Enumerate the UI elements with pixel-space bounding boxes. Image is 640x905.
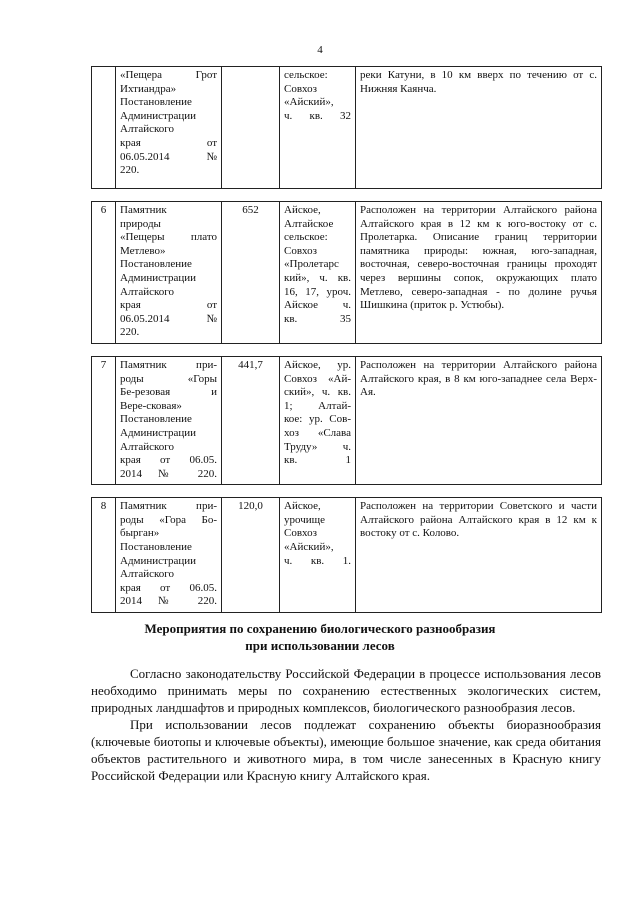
cell-name-line: «Пещера Грот	[120, 69, 217, 81]
cell-name-line: Постановление	[120, 96, 192, 109]
cell-location-line: Совхоз «Ай-	[284, 372, 351, 385]
cell-name-line: Администрации	[120, 554, 197, 567]
cell-location-line: сельское:	[284, 69, 328, 81]
section-heading	[0, 620, 640, 654]
cell-area	[222, 67, 280, 189]
cell-name-line: Памятник при-	[120, 500, 217, 513]
cell-location-line: 16, 17, уроч.	[284, 285, 351, 298]
cell-location	[280, 67, 356, 189]
cell-description: Расположен на территории Алтайского района Алтайского края в 12 км к юго-востоку от с. Пролетарка. Описание границ территории памятника природы: южная, юго-западная, восточная, северо-восточная границы проходят через вершины сопок, окружающих плато Метлево, северо-западная - по долине ручья Шишкина (приток р. Устюбы).	[356, 202, 602, 344]
cell-description: Расположен на территории Советского и части Алтайского района Алтайского края в 12 км к востоку от с. Колово.	[356, 498, 602, 613]
cell-name	[116, 202, 222, 344]
table-row	[92, 356, 602, 484]
cell-location-line: Айское ч.	[284, 299, 351, 312]
cell-location-line: Совхоз	[284, 82, 317, 95]
cell-location-line: «Айский»,	[284, 96, 334, 109]
cell-name-line: края от 06.05.	[120, 454, 217, 467]
cell-area: 441,7	[222, 356, 280, 484]
section-heading-line: при использовании лесов	[245, 638, 395, 653]
cell-location-line: 1; Алтай-	[284, 399, 351, 412]
cell-number	[92, 67, 116, 189]
table-row	[92, 67, 602, 189]
cell-name	[116, 356, 222, 484]
row-gap-cell	[92, 189, 602, 202]
cell-area: 652	[222, 202, 280, 344]
cell-location-line: Совхоз	[284, 527, 317, 540]
cell-location-line: ч. кв. 1.	[284, 554, 351, 567]
row-gap	[92, 485, 602, 498]
cell-name-line: Постановление	[120, 258, 192, 271]
cell-location-line: кв. 1	[284, 454, 351, 467]
cell-location-line: кое: ур. Сов-	[284, 413, 351, 426]
body-text	[91, 665, 601, 784]
cell-name-line: Алтайского	[120, 568, 175, 581]
row-gap-cell	[92, 343, 602, 356]
cell-name-line: Ихтиандра»	[120, 82, 177, 95]
cell-area: 120,0	[222, 498, 280, 613]
cell-location-line: ский», ч. кв.	[284, 386, 351, 399]
cell-name-line: Вере-сковая»	[120, 399, 182, 412]
table-row	[92, 202, 602, 344]
cell-location	[280, 498, 356, 613]
cell-location-line: «Айский»,	[284, 541, 334, 554]
cell-name-line: Памятник	[120, 204, 167, 216]
cell-location-line: урочище	[284, 513, 325, 526]
cell-number: 8	[92, 498, 116, 613]
cell-name-line: Администрации	[120, 426, 197, 439]
cell-name-line: края от	[120, 299, 217, 312]
cell-location-line: Совхоз	[284, 244, 317, 257]
paragraph: Согласно законодательству Российской Федерации в процессе использования лесов необходимо принимать меры по сохранению естественных экологических систем, природных ландшафтов и природных комплексов, биологического разнообразия лесов.	[91, 666, 601, 715]
cell-name-line: края от	[120, 136, 217, 149]
cell-name-line: Метлево»	[120, 244, 166, 257]
monuments-table	[91, 66, 602, 613]
cell-location-line: Алтайское	[284, 217, 334, 230]
cell-location	[280, 202, 356, 344]
cell-location-line: Труду» ч.	[284, 440, 351, 453]
cell-name-line: Администрации	[120, 109, 197, 122]
cell-name-line: Администрации	[120, 271, 197, 284]
cell-name-line: роды «Гора Бо-	[120, 513, 217, 526]
section-heading-line: Мероприятия по сохранению биологического разнообразия	[144, 621, 496, 636]
paragraph: При использовании лесов подлежат сохранению объекты биоразнообразия (ключевые биотопы и ключевые объекты), имеющие большое значение, как среда обитания объектов растительного и животного мира, в том числе занесенных в Красную книгу Российской Федерации или Красную книгу Алтайского края.	[91, 717, 601, 783]
cell-name-line: края от 06.05.	[120, 581, 217, 594]
cell-name-line: 2014 № 220.	[120, 595, 217, 608]
cell-name-line: Алтайского	[120, 440, 175, 453]
row-gap	[92, 189, 602, 202]
cell-name-line: роды «Горы	[120, 372, 217, 385]
cell-name-line: 06.05.2014 №	[120, 312, 217, 325]
row-gap-cell	[92, 485, 602, 498]
cell-name	[116, 498, 222, 613]
cell-name-line: 2014 № 220.	[120, 467, 217, 480]
row-gap	[92, 343, 602, 356]
cell-name-line: Постановление	[120, 413, 192, 426]
cell-location-line: кий», ч. кв.	[284, 271, 351, 284]
cell-name-line: «Пещеры плато	[120, 231, 217, 244]
table-row	[92, 498, 602, 613]
cell-name-line: Постановление	[120, 541, 192, 554]
cell-location-line: хоз «Слава	[284, 426, 351, 439]
cell-name-line: Бе-резовая и	[120, 386, 217, 399]
cell-name-line: 06.05.2014 №	[120, 150, 217, 163]
cell-location-line: Айское,	[284, 204, 321, 216]
cell-name-line: Памятник при-	[120, 358, 217, 371]
cell-name-line: Алтайского	[120, 123, 175, 136]
cell-description: реки Катуни, в 10 км вверх по течению от с. Нижняя Каянча.	[356, 67, 602, 189]
cell-location-line: сельское:	[284, 231, 328, 244]
cell-name-line: 220.	[120, 164, 140, 177]
cell-location-line: Айское,	[284, 500, 321, 513]
cell-name-line: Алтайского	[120, 285, 175, 298]
cell-location-line: ч. кв. 32	[284, 109, 351, 122]
cell-name-line: 220.	[120, 326, 140, 339]
cell-location-line: «Пролетарс	[284, 258, 339, 271]
cell-name-line: природы	[120, 217, 161, 230]
page-number: 4	[317, 44, 323, 56]
cell-description: Расположен на территории Алтайского района Алтайского края, в 8 км юго-западнее села Верх-Ая.	[356, 356, 602, 484]
cell-location-line: кв. 35	[284, 312, 351, 325]
cell-name-line: быргaн»	[120, 527, 160, 540]
cell-location	[280, 356, 356, 484]
cell-number: 6	[92, 202, 116, 344]
cell-location-line: Айское, ур.	[284, 358, 351, 371]
cell-number: 7	[92, 356, 116, 484]
cell-name	[116, 67, 222, 189]
